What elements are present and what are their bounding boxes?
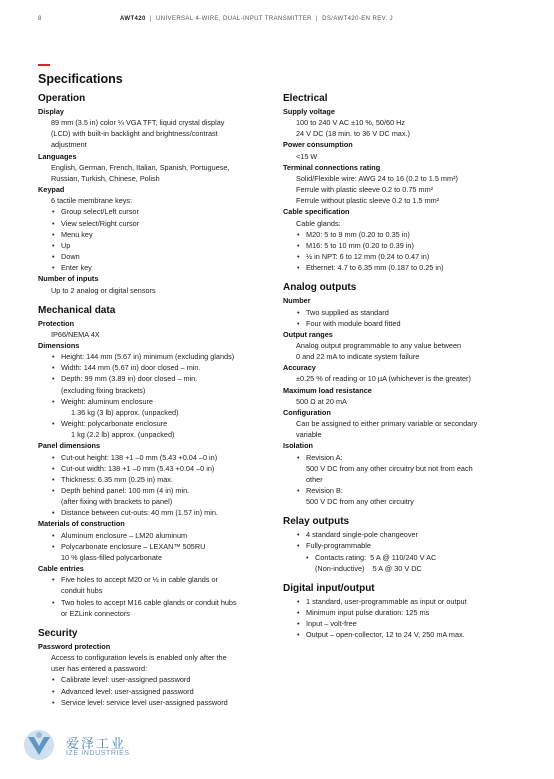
cable-glands-list <box>283 229 533 274</box>
item-line: conduit hubs <box>61 586 103 596</box>
display-label: Display <box>38 107 64 116</box>
item-line: 500 V DC from any other circuitry but not from each <box>306 463 473 473</box>
list-item: • Group select/Left cursor <box>51 206 266 217</box>
list-item: • Advanced level: user-assigned password <box>51 686 266 697</box>
list-item: • Width: 144 mm (5.67 in) door closed – min. <box>51 362 266 373</box>
operation-heading: Operation <box>38 93 86 104</box>
load-label: Maximum load resistance <box>283 385 372 395</box>
list-item: • M16: 5 to 10 mm (0.20 to 0.39 in) <box>296 240 533 251</box>
item-line: 1 kg (2.2 lb) approx. (unpacked) <box>71 430 175 440</box>
configuration-value: Can be assigned to either primary variable or secondary <box>296 419 478 429</box>
list-item: • Ethernet: 4.7 to 6.35 mm (0.187 to 0.25 in) <box>296 262 533 273</box>
ranges-label: Output ranges <box>283 329 333 339</box>
watermark-logo <box>22 729 142 765</box>
list-item <box>51 574 266 596</box>
list-item: • Enter key <box>51 262 266 273</box>
left-column <box>38 92 266 708</box>
cable-intro: Cable glands: <box>296 218 341 228</box>
list-item: • Calibrate level: user-assigned password <box>51 674 266 685</box>
supply-value: 100 to 240 V AC ±10 %, 50/60 Hz <box>296 118 406 128</box>
terminal-value: Ferrule without plastic sleeve 0.2 to 1.5 mm² <box>296 196 440 206</box>
list-item: • Two supplied as standard <box>296 307 533 318</box>
dimensions-list <box>38 351 266 440</box>
item-line: other <box>306 474 323 484</box>
dimensions-label: Dimensions <box>38 340 80 350</box>
configuration-value: variable <box>296 430 322 440</box>
relay-list <box>283 529 533 574</box>
password-line: Access to configuration levels is enabled only after the <box>51 653 227 663</box>
list-item: • Output – open-collector, 12 to 24 V, 250 mA max. <box>296 629 533 640</box>
security-heading: Security <box>38 627 78 639</box>
materials-label: Materials of construction <box>38 519 125 529</box>
languages-line: English, German, French, Italian, Spanish, Portuguese, <box>51 162 230 172</box>
item-line: 10 % glass-filled polycarbonate <box>61 552 162 562</box>
inputs-value: Up to 2 analog or digital sensors <box>51 285 156 295</box>
security-levels-list <box>38 674 266 707</box>
isolation-label: Isolation <box>283 441 313 451</box>
digital-list <box>283 596 533 641</box>
mechanical-heading: Mechanical data <box>38 304 116 316</box>
item-line: • Two holes to accept M16 cable glands or conduit hubs <box>61 597 237 607</box>
terminal-label: Terminal connections rating <box>283 162 381 172</box>
digital-heading: Digital input/output <box>283 582 375 594</box>
list-item <box>305 552 533 563</box>
isolation-list <box>283 452 533 508</box>
ranges-value: Analog output programmable to any value between <box>296 340 462 350</box>
item-line: (after fixing with brackets to panel) <box>61 497 173 507</box>
display-line: (LCD) with built-in backlight and brightness/contrast <box>51 129 218 139</box>
item-line: (excluding fixing brackets) <box>61 385 146 395</box>
item-line: or EZLink connectors <box>61 608 130 618</box>
terminal-value: Solid/Flexible wire: AWG 24 to 16 (0.2 to 1.5 mm²) <box>296 173 458 183</box>
right-column <box>283 92 533 641</box>
list-item <box>51 373 266 395</box>
list-item: • M20: 5 to 9 mm (0.20 to 0.35 in) <box>296 229 533 240</box>
list-item: • Up <box>51 240 266 251</box>
ranges-value: 0 and 22 mA to indicate system failure <box>296 352 420 362</box>
protection-label: Protection <box>38 318 75 328</box>
item-line: 500 V DC from any other circuitry <box>306 497 414 507</box>
number-label: Number <box>283 296 311 306</box>
display-line: adjustment <box>51 140 87 150</box>
page-number: 8 <box>38 16 42 22</box>
item-line: • Weight: polycarbonate enclosure <box>61 419 168 429</box>
ize-logo-icon <box>22 729 56 761</box>
list-item <box>51 418 266 440</box>
languages-line: Russian, Turkish, Chinese, Polish <box>51 173 160 183</box>
list-item <box>51 541 266 563</box>
item-line: • Depth: 99 mm (3.89 in) door closed – min. <box>61 374 198 384</box>
accuracy-value: ±0.25 % of reading or 10 µA (whichever is the greater) <box>296 374 471 384</box>
supply-value: 24 V DC (18 min. to 36 V DC max.) <box>296 129 410 139</box>
watermark-english: IZE INDUSTRIES <box>66 750 130 757</box>
item-line: • Revision B: <box>306 486 343 495</box>
configuration-label: Configuration <box>283 407 331 417</box>
power-value: <15 W <box>296 151 318 161</box>
list-item: • Service level: service level user-assigned password <box>51 697 266 708</box>
contacts-value: 5 A @ 110/240 V AC <box>370 552 437 562</box>
item-line: • Depth behind panel: 100 mm (4 in) min. <box>61 486 190 495</box>
list-item: • Menu key <box>51 229 266 240</box>
accuracy-label: Accuracy <box>283 363 316 373</box>
page-header: 8 AWT420 | UNIVERSAL 4-WIRE, DUAL-INPUT TRANSMITTER | DS/AWT420-EN REV. J <box>38 16 393 22</box>
languages-label: Languages <box>38 151 77 161</box>
product-description: UNIVERSAL 4-WIRE, DUAL-INPUT TRANSMITTER <box>155 16 312 22</box>
non-inductive-label: (Non-inductive) <box>315 563 365 573</box>
page-title: Specifications <box>38 72 123 86</box>
list-item <box>51 485 266 507</box>
list-item: • Minimum input pulse duration: 125 ms <box>296 607 533 618</box>
display-line: 89 mm (3.5 in) color ¼ VGA TFT, liquid crystal display <box>51 118 225 128</box>
accent-bar <box>38 64 50 66</box>
list-item: • Cut-out height: 138 +1 –0 mm (5.43 +0.04 –0 in) <box>51 452 266 463</box>
item-line: • Polycarbonate enclosure – LEXAN™ 505RU <box>61 541 206 551</box>
contacts-label: Contacts rating: <box>315 552 367 562</box>
item-line: • Weight: aluminum enclosure <box>61 396 153 406</box>
panel-label: Panel dimensions <box>38 441 101 451</box>
list-item: • ½ in NPT: 6 to 12 mm (0.24 to 0.47 in) <box>296 251 533 262</box>
materials-list <box>38 530 266 563</box>
list-item: • Input – volt-free <box>296 618 533 629</box>
list-item: • Fully-programmable <box>296 540 533 551</box>
item-line: • Revision A: <box>306 452 343 462</box>
list-item: • 4 standard single-pole changeover <box>296 529 533 540</box>
supply-label: Supply voltage <box>283 107 335 116</box>
protection-value: IP66/NEMA 4X <box>51 329 100 339</box>
list-item: • Height: 144 mm (5.67 in) minimum (excluding glands) <box>51 351 266 362</box>
cable-entries-label: Cable entries <box>38 564 84 574</box>
list-item: • Distance between cut-outs: 40 mm (1.57 in) min. <box>51 507 266 518</box>
list-item: • Four with module board fitted <box>296 318 533 329</box>
analog-heading: Analog outputs <box>283 282 357 294</box>
list-item <box>296 485 533 507</box>
keypad-label: Keypad <box>38 185 65 195</box>
product-name: AWT420 <box>120 16 146 22</box>
list-item: • Thickness: 6.35 mm (0.25 in) max. <box>51 474 266 485</box>
load-value: 500 Ω at 20 mA <box>296 396 347 406</box>
list-item: • Down <box>51 251 266 262</box>
watermark-chinese: 爱泽工业 <box>66 737 127 752</box>
list-item <box>51 396 266 418</box>
list-item: • Aluminum enclosure – LM20 aluminum <box>51 530 266 541</box>
cable-spec-label: Cable specification <box>283 207 350 217</box>
list-item: • 1 standard, user-programmable as input or output <box>296 596 533 607</box>
list-item <box>51 597 266 619</box>
keypad-list <box>38 206 266 273</box>
list-item <box>296 452 533 485</box>
item-line: 1.36 kg (3 lb) approx. (unpacked) <box>71 407 179 417</box>
relay-heading: Relay outputs <box>283 516 350 528</box>
non-inductive-value: 5 A @ 30 V DC <box>372 563 422 573</box>
terminal-value: Ferrule with plastic sleeve 0.2 to 0.75 mm² <box>296 185 434 195</box>
electrical-heading: Electrical <box>283 93 328 104</box>
list-item: • Cut-out width: 138 +1 –0 mm (5.43 +0.04 –0 in) <box>51 463 266 474</box>
document-reference: DS/AWT420-EN REV. J <box>322 16 393 22</box>
panel-list <box>38 452 266 519</box>
item-line: • Five holes to accept M20 or ½ in cable glands or <box>61 575 218 585</box>
password-label: Password protection <box>38 641 111 651</box>
list-item: • View select/Right cursor <box>51 218 266 229</box>
list-item <box>305 563 533 574</box>
cable-entries-list <box>38 574 266 619</box>
password-line: user has entered a password: <box>51 664 148 674</box>
keypad-intro: 6 tactile membrane keys: <box>51 196 133 206</box>
inputs-label: Number of inputs <box>38 274 99 284</box>
number-list <box>283 307 533 329</box>
power-label: Power consumption <box>283 140 353 150</box>
